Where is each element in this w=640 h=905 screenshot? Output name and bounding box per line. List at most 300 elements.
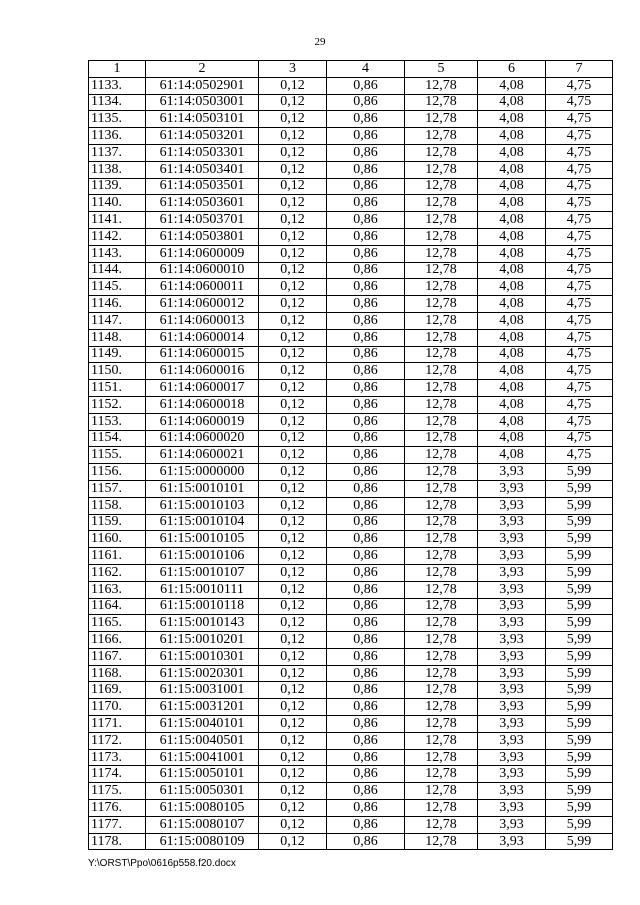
table-cell: 4,08 [478,329,546,346]
table-cell: 1166. [89,632,146,649]
table-cell: 0,12 [259,77,327,94]
table-cell: 61:14:0503001 [146,94,259,111]
table-cell: 5,99 [546,716,613,733]
table-cell: 4,75 [546,144,613,161]
table-cell: 1139. [89,178,146,195]
table-cell: 1171. [89,716,146,733]
table-cell: 0,86 [327,615,405,632]
table-cell: 61:15:0010118 [146,598,259,615]
table-cell: 1147. [89,312,146,329]
table-cell: 1164. [89,598,146,615]
table-row [89,413,613,430]
table-row [89,363,613,380]
table-cell: 61:14:0503501 [146,178,259,195]
table-cell: 4,08 [478,447,546,464]
table-cell: 4,08 [478,228,546,245]
table-cell: 3,93 [478,682,546,699]
table-cell: 0,86 [327,783,405,800]
table-cell: 61:14:0600017 [146,380,259,397]
table-cell: 5,99 [546,816,613,833]
table-cell: 4,08 [478,77,546,94]
table-cell: 4,08 [478,144,546,161]
table-cell: 0,12 [259,665,327,682]
table-cell: 5,99 [546,783,613,800]
table-cell: 0,12 [259,783,327,800]
table-cell: 61:15:0050101 [146,766,259,783]
table-cell: 12,78 [405,783,478,800]
table-cell: 0,12 [259,497,327,514]
table-cell: 0,86 [327,682,405,699]
table-cell: 1140. [89,195,146,212]
table-cell: 3,93 [478,581,546,598]
table-cell: 0,12 [259,396,327,413]
table-row [89,632,613,649]
table-cell: 0,86 [327,363,405,380]
table-cell: 0,12 [259,615,327,632]
table-cell: 12,78 [405,598,478,615]
table-cell: 0,86 [327,531,405,548]
table-cell: 4,75 [546,312,613,329]
table-cell: 0,86 [327,480,405,497]
table-cell: 1162. [89,564,146,581]
table-cell: 4,08 [478,296,546,313]
table-cell: 4,08 [478,245,546,262]
table-header-row [89,61,613,78]
table-cell: 0,86 [327,279,405,296]
table-cell: 0,12 [259,480,327,497]
table-cell: 4,08 [478,178,546,195]
table-cell: 61:14:0600019 [146,413,259,430]
table-cell: 12,78 [405,363,478,380]
table-cell: 0,86 [327,245,405,262]
table-cell: 0,12 [259,144,327,161]
column-header: 5 [405,61,478,78]
table-cell: 61:14:0600016 [146,363,259,380]
table-cell: 0,86 [327,598,405,615]
table-cell: 0,86 [327,632,405,649]
table-row [89,430,613,447]
table-cell: 0,86 [327,111,405,128]
table-row [89,128,613,145]
table-cell: 0,12 [259,531,327,548]
table-cell: 1148. [89,329,146,346]
table-row [89,816,613,833]
table-cell: 61:14:0600013 [146,312,259,329]
footer-file-path: Y:\ORST\Ppo\0616p558.f20.docx [88,858,236,869]
table-cell: 4,75 [546,195,613,212]
table-cell: 12,78 [405,178,478,195]
table-cell: 0,86 [327,430,405,447]
table-cell: 1165. [89,615,146,632]
table-cell: 0,86 [327,346,405,363]
table-cell: 61:14:0600015 [146,346,259,363]
table-cell: 0,12 [259,464,327,481]
table-cell: 12,78 [405,111,478,128]
table-cell: 0,86 [327,564,405,581]
table-cell: 61:15:0031201 [146,699,259,716]
table-cell: 1175. [89,783,146,800]
table-cell: 1149. [89,346,146,363]
table-cell: 4,08 [478,195,546,212]
table-row [89,564,613,581]
table-cell: 4,08 [478,312,546,329]
table-cell: 4,75 [546,329,613,346]
table-cell: 61:14:0503801 [146,228,259,245]
table-cell: 61:15:0010103 [146,497,259,514]
table-cell: 12,78 [405,766,478,783]
table-row [89,581,613,598]
table-cell: 3,93 [478,564,546,581]
table-cell: 0,86 [327,800,405,817]
table-cell: 0,12 [259,514,327,531]
table-row [89,665,613,682]
table-cell: 5,99 [546,480,613,497]
table-cell: 4,08 [478,262,546,279]
table-cell: 1167. [89,648,146,665]
table-cell: 4,75 [546,363,613,380]
column-header: 6 [478,61,546,78]
table-cell: 12,78 [405,161,478,178]
table-cell: 4,08 [478,111,546,128]
table-cell: 0,12 [259,413,327,430]
table-cell: 0,12 [259,581,327,598]
table-cell: 0,86 [327,380,405,397]
table-cell: 61:14:0503301 [146,144,259,161]
table-cell: 4,75 [546,245,613,262]
table-cell: 4,75 [546,212,613,229]
table-cell: 61:15:0040501 [146,732,259,749]
table-row [89,447,613,464]
table-cell: 0,86 [327,699,405,716]
table-cell: 0,12 [259,732,327,749]
table-row [89,396,613,413]
table-cell: 0,86 [327,396,405,413]
table-cell: 0,12 [259,312,327,329]
table-cell: 0,86 [327,144,405,161]
table-cell: 61:15:0010201 [146,632,259,649]
table-cell: 5,99 [546,732,613,749]
table-cell: 12,78 [405,262,478,279]
table-cell: 4,08 [478,380,546,397]
table-cell: 61:14:0600009 [146,245,259,262]
table-row [89,699,613,716]
table-cell: 61:15:0010107 [146,564,259,581]
table-cell: 0,86 [327,161,405,178]
table-cell: 12,78 [405,480,478,497]
table-cell: 1136. [89,128,146,145]
table-cell: 0,12 [259,94,327,111]
table-cell: 61:14:0600021 [146,447,259,464]
table-cell: 0,86 [327,648,405,665]
table-cell: 12,78 [405,833,478,850]
table-cell: 61:14:0600012 [146,296,259,313]
table-cell: 61:15:0031001 [146,682,259,699]
table-cell: 5,99 [546,514,613,531]
table-cell: 12,78 [405,564,478,581]
table-row [89,195,613,212]
table-cell: 4,08 [478,363,546,380]
table-cell: 5,99 [546,497,613,514]
table-cell: 0,12 [259,380,327,397]
table-cell: 61:15:0010105 [146,531,259,548]
table-row [89,228,613,245]
table-cell: 12,78 [405,548,478,565]
table-cell: 0,12 [259,245,327,262]
table-row [89,749,613,766]
table-cell: 0,12 [259,699,327,716]
table-cell: 5,99 [546,548,613,565]
table-cell: 0,12 [259,598,327,615]
table-cell: 1151. [89,380,146,397]
table-cell: 0,86 [327,94,405,111]
table-row [89,94,613,111]
table-cell: 0,86 [327,312,405,329]
table-cell: 4,75 [546,178,613,195]
table-cell: 0,12 [259,228,327,245]
table-cell: 0,86 [327,749,405,766]
table-cell: 3,93 [478,833,546,850]
table-cell: 0,12 [259,548,327,565]
table-cell: 5,99 [546,464,613,481]
table-cell: 4,75 [546,228,613,245]
table-cell: 61:15:0041001 [146,749,259,766]
table-cell: 1160. [89,531,146,548]
table-cell: 0,86 [327,413,405,430]
table-cell: 3,93 [478,598,546,615]
table-cell: 3,93 [478,749,546,766]
table-cell: 1168. [89,665,146,682]
table-cell: 12,78 [405,312,478,329]
table-cell: 0,12 [259,111,327,128]
table-cell: 0,86 [327,329,405,346]
table-cell: 12,78 [405,128,478,145]
table-cell: 0,86 [327,447,405,464]
table-cell: 0,12 [259,800,327,817]
table-cell: 0,86 [327,732,405,749]
table-cell: 4,75 [546,161,613,178]
table-cell: 3,93 [478,732,546,749]
table-cell: 61:15:0010101 [146,480,259,497]
table-cell: 5,99 [546,615,613,632]
table-cell: 1178. [89,833,146,850]
table-cell: 3,93 [478,816,546,833]
table-cell: 0,86 [327,178,405,195]
table-row [89,144,613,161]
table-cell: 12,78 [405,94,478,111]
table-cell: 0,86 [327,665,405,682]
table-cell: 1145. [89,279,146,296]
table-cell: 0,12 [259,716,327,733]
table-row [89,178,613,195]
table-cell: 1142. [89,228,146,245]
table-cell: 12,78 [405,296,478,313]
table-cell: 0,12 [259,161,327,178]
table-cell: 4,75 [546,128,613,145]
table-cell: 12,78 [405,648,478,665]
table-cell: 12,78 [405,413,478,430]
table-cell: 0,86 [327,548,405,565]
table-cell: 61:14:0600020 [146,430,259,447]
table-cell: 1156. [89,464,146,481]
table-cell: 0,12 [259,296,327,313]
table-cell: 12,78 [405,716,478,733]
table-row [89,245,613,262]
table-cell: 12,78 [405,380,478,397]
table-cell: 12,78 [405,800,478,817]
table-cell: 4,75 [546,296,613,313]
table-cell: 5,99 [546,564,613,581]
column-header: 2 [146,61,259,78]
table-cell: 61:14:0502901 [146,77,259,94]
table-row [89,800,613,817]
table-cell: 4,08 [478,413,546,430]
table-cell: 0,12 [259,766,327,783]
table-row [89,598,613,615]
table-cell: 5,99 [546,766,613,783]
table-row [89,783,613,800]
table-cell: 4,75 [546,430,613,447]
table-cell: 3,93 [478,497,546,514]
table-cell: 4,08 [478,212,546,229]
table-row [89,648,613,665]
table-row [89,833,613,850]
table-cell: 4,75 [546,262,613,279]
table-cell: 4,75 [546,94,613,111]
table-cell: 61:14:0600014 [146,329,259,346]
table-cell: 0,86 [327,766,405,783]
table-cell: 0,12 [259,816,327,833]
table-cell: 1146. [89,296,146,313]
table-row [89,77,613,94]
table-cell: 5,99 [546,833,613,850]
table-row [89,296,613,313]
table-row [89,161,613,178]
table-cell: 0,12 [259,195,327,212]
table-cell: 4,08 [478,279,546,296]
table-cell: 1172. [89,732,146,749]
table-cell: 61:14:0503701 [146,212,259,229]
table-cell: 3,93 [478,480,546,497]
table-cell: 1141. [89,212,146,229]
table-cell: 61:14:0600010 [146,262,259,279]
table-cell: 1138. [89,161,146,178]
table-cell: 3,93 [478,716,546,733]
table-cell: 12,78 [405,464,478,481]
table-cell: 12,78 [405,682,478,699]
table-cell: 1134. [89,94,146,111]
table-row [89,480,613,497]
column-header: 7 [546,61,613,78]
table-cell: 1157. [89,480,146,497]
table-cell: 61:15:0020301 [146,665,259,682]
table-row [89,312,613,329]
table-cell: 12,78 [405,816,478,833]
table-cell: 12,78 [405,531,478,548]
table-cell: 1169. [89,682,146,699]
table-cell: 61:15:0080105 [146,800,259,817]
table-cell: 4,08 [478,396,546,413]
table-cell: 3,93 [478,648,546,665]
table-cell: 5,99 [546,699,613,716]
table-cell: 0,12 [259,833,327,850]
table-cell: 61:15:0080109 [146,833,259,850]
table-cell: 5,99 [546,598,613,615]
table-cell: 12,78 [405,581,478,598]
table-cell: 5,99 [546,531,613,548]
table-row [89,346,613,363]
table-cell: 5,99 [546,665,613,682]
table-cell: 1133. [89,77,146,94]
table-cell: 0,12 [259,564,327,581]
table-cell: 12,78 [405,195,478,212]
table-cell: 0,12 [259,648,327,665]
table-cell: 5,99 [546,682,613,699]
table-cell: 61:15:0010111 [146,581,259,598]
table-cell: 61:14:0503601 [146,195,259,212]
table-cell: 3,93 [478,665,546,682]
table-cell: 4,75 [546,380,613,397]
table-cell: 12,78 [405,346,478,363]
table-cell: 4,75 [546,77,613,94]
table-cell: 1150. [89,363,146,380]
table-cell: 3,93 [478,766,546,783]
table-cell: 1170. [89,699,146,716]
table-cell: 12,78 [405,77,478,94]
table-cell: 0,86 [327,228,405,245]
column-header: 3 [259,61,327,78]
table-row [89,716,613,733]
table-cell: 12,78 [405,749,478,766]
table-cell: 61:15:0010106 [146,548,259,565]
table-cell: 3,93 [478,615,546,632]
table-cell: 1163. [89,581,146,598]
table-cell: 61:15:0080107 [146,816,259,833]
table-cell: 1176. [89,800,146,817]
table-cell: 0,86 [327,716,405,733]
table-row [89,111,613,128]
table-row [89,766,613,783]
table-cell: 12,78 [405,396,478,413]
table-cell: 0,12 [259,212,327,229]
table-cell: 0,86 [327,296,405,313]
table-cell: 1137. [89,144,146,161]
table-cell: 4,75 [546,279,613,296]
table-row [89,615,613,632]
table-cell: 0,12 [259,279,327,296]
table-cell: 12,78 [405,632,478,649]
table-cell: 61:14:0600011 [146,279,259,296]
table-cell: 3,93 [478,800,546,817]
table-cell: 12,78 [405,665,478,682]
table-cell: 4,08 [478,430,546,447]
table-cell: 5,99 [546,632,613,649]
table-cell: 12,78 [405,497,478,514]
table-cell: 61:15:0000000 [146,464,259,481]
table-cell: 0,86 [327,195,405,212]
table-cell: 4,75 [546,111,613,128]
table-row [89,531,613,548]
data-table [88,60,613,850]
table-cell: 61:14:0600018 [146,396,259,413]
table-cell: 0,86 [327,128,405,145]
table-cell: 4,75 [546,396,613,413]
table-cell: 0,12 [259,329,327,346]
table-cell: 61:14:0503401 [146,161,259,178]
table-row [89,279,613,296]
table-cell: 12,78 [405,144,478,161]
table-cell: 0,12 [259,682,327,699]
table-cell: 12,78 [405,212,478,229]
